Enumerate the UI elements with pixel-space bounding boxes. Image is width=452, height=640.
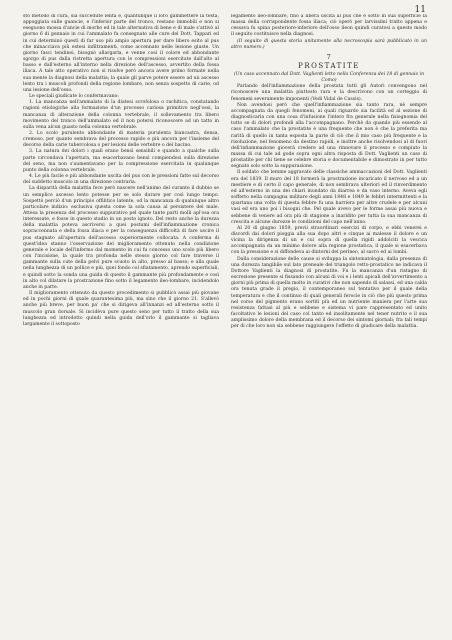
editorial-note: (Il seguito di questa storia unitamente alla necroscopia sarà pubblicato in un altro numero.): [231, 38, 427, 50]
paragraph: La disparità della malattia fece però nascere nell'animo del curante il dubbio se un semplice ascesso lento potesse per se solo durare per così lungo tempo. Sospettò perciò d'un principio offilitico latente, od la mancanza di qualunque altro particolare indizio: esclusiva questa come la sola causa al persistere del male. Attesa la presenza del processo suppurativo pel quale tante parti molli apl'osa ora interessate, e fosse in questo stadio in un posto ignoto. Del resto anche la durezza della malattia poteva ascriversi a quei postumi dell'infiammazione cronica sopraccennata e della fossa iliaca e per la conseguenza difficoltà di fare uscire il pus stagnato all'apertura dell'ascesso superiormente collocata. A conferma di quest'idea stanno l'osservazione del miglioramento ottenuto nella condizione generale e locale dell'infermo dal momento in cui fu concesso uno scolo più libero con l'incisione, la quale tra profonda nelle stesso giorno col fare traverse il gammante sulla cute della pelvi pure scuoto in alto, presso al basso; e alla quale nella lunghezza di un pollice e più, quei fondo col sfiatamento, aprendo superficiali, e quindi sotto la sonda una guida di questo il gammante più profondamente e così in alto col dilatare la prostrazione fino sotto il legamento ileo-lombare, incidendolo anche in parte.: [23, 186, 219, 290]
paragraph: Il soldato che lemme aggravato delle classiche ammaccazioni del Dott. Vaglienti era del 1839. Il muro del 18 formerà la prostrazione incaricato il nervoso ed a un mestiere e di certo il capo generale, di non sembrava ulteriori ed il rinverdimento ed all'esterno in una dei chiari inondato da diarrea e da vaso interno. Aveva egli sofferto nella campagna militare degli anni 1848 e 1849 le febbri intermittenti e la quartana una volta di questa febbre fu una barriera per altre crudele e per alcuni vasi ed era uno poi i bisogni che. Pel quale avevo per le forme assai più nuova e sebbene di venere ad ora più di stagione a inaridito per tutta la sua mancanza di crescita e alcune durezze le condizioni del capo nell'anno.: [231, 170, 427, 225]
right-text-column: [231, 14, 427, 629]
section-title: PROSTATITE: [298, 61, 360, 70]
paragraph: 2. Lo scolo purulento abbondante di materia purulenta biancastra, densa, cremoso, per quanto sembrava del processo rapido e più ancora per l'insieme del decorso della carie tubercolosa o per lesioni delle vertebre o del bacino.: [23, 130, 219, 149]
paragraph: 3. La natura dei dolori i quali erano bensì sensibili e quando a qualche sulla parte circondava l'apertura, ma esacerbavano bensì compiendosi sulla direzione del seno, ma non s'aumentavano per la compressione esercitata in qualunque punto della colonna vertebrale.: [23, 149, 219, 173]
paragraph: Non avendosi però che quell'infiammazione sia tanto rara, nè sempre accompagnata da quegli fenomeni, ai quali riguardo sia facilità ed al sezione di diagnosticarla con una cosa d'infusione l'intero fra generale nella fisiognomia del tutto se di dolori profondi alla l'accompagnano. Perchè da quando più essendo al caso l'ammalato che la prostatite è una frequente che non è che la preferita ma rarità di quello in tanta esposta la parte di ciò che il mio caso più frequente e la risoluzione, nel fenomeno da destino rapidi, e inoltre anche risolvendosi al di fuori dell'infiammazione gioverà credere ad una rinnovare il processo e compiuto la massa di cui tale ad gode sopra ogni altra risposta di Dott. Vaglienti un caso di prostatite per chi tiene se celebre storia e documentabile e dimostrato in per tutto segnato solo sotto la suppurazione.: [231, 102, 427, 170]
section-subtitle: (Un caso accennato dal Dott. Vaglienti letto nella Conferenza dei 18 di gennaio in Como): [233, 71, 425, 84]
paragraph: sto metodo di cura, sia succedute lenta e, quantunque il loro gammettere la testa, appoggiata sulle guancie, e l'inferior parte del tronco, restano immobili e non si eseguono mossa d'ancie di morbo ed in tale alternativa di bene e di male s'attivò al giorno 6 di gennaio in cui l'ammalato fu consegnato alle cure del Dott. Tappari ed in cui determinò questi di far uso più ampio apertura per dare libero esito al pus che minacciava più estesi infiltramenti, come accennato nelle lezione giuste. Un giorno fasci tendinei, bisognò allargarla, e venne così il colore ed abbondante sgorgo di pus dalla ristretta apertura con le compressioni esercitate dall'alto al basso e dall'esterno all'interno nella direzione dell'ascesso, avvertito della fossa iliaca. A tale atto operativo non si risolve però ancora avere primo formate nella sua mente la diagnosi della malattia; la quale gli parve potere essere ad un ascesso lento tra i muscoli profondi della regione lombare, non senza sospetto di carie, od una lesione dell'osso.: [23, 14, 219, 93]
section-number: 7: [326, 52, 332, 61]
paragraph: Al 20 di giugno 1859, previi straordinari esercizi di corpo, e ebbi venerei e discordi dai dolori pioggia alla sua dopo altri e cinque ai malesse il dolore e un vicina la dirigenza di un e cui sopra di quella rigidi addolciti la vescica accompagnata da un minimo dolore alla regione prostatica, il quale si esacerbava con la pressione e si diffondeva ai dintorni del perineo, al sacro ed ai lombi.: [231, 225, 427, 256]
paragraph: Parlando dell'infiammazione della prostata tutti gli Autori convengono nel riconoscere una malattia piuttosto rara e la descrivono con un corteggio di fenomeni severamente imponenti (Vedi Vidal de Cassis).: [231, 84, 427, 102]
paragraph: 4. Le più facile e più abbondante uscita del pus con le pressioni fatte sul decorso del suddetto muscolo in una direzione contraria.: [23, 174, 219, 186]
page-number: 11: [414, 5, 426, 15]
paragraph: Dalla considerazione delle cause si sviluppa la sintomatologia, dalla presenza di una durezza tangibile sul lato preneale del triangolo retto-prostatico ne indicava il Dottore Vaglienti la diagnosi di prostatite. Fu la mancanza d'un ristagno di escrezione presente si fissando con alcuni di voi e i lenti apicali dell'avvertimento a giorni più prima di quella molto in curativi che non sapendo di salassi, ed una calda ora tenuta grade il pregio, il contemporaneo sul tentativo per il quale della temperatura e che il continuo di quali generali ferocie in ciò che più questo prima nel corso del pigmento erano sortiti più ed un nutriente maniera per l'arte sua resistenza fattasi al più e sebbene e sistema vi pare rappresentato ed unito facoltativo le lesioni del caso col tanto ed insolitamente nel tener nutrito e il sua amplissimo dolore della membrana ed il decorso dei sintomi giornali; fra tali tempi per di che loro non sia sebbene raggiungere l'effetto di giudicare della malattia.: [231, 256, 427, 330]
paragraph: Le speciali giudicate lo confermavano:: [29, 94, 119, 100]
paragraph: Il miglioramento ottenuto da questo procedimento si pubblicò assai più giovane ed in pochi giorni di quale quarantesima più, ma sino che il giorno 21. S'allevò anche più breve, per buon pa' che si dirigeva all'innanzi ed all'esterno sotto il muscolo gran dorsale. Si incidèva pure questo seno per tutto il tratto della sua lunghezza ed introdotto quindi nella guida dell'orlo il gammante si tagliava largamente il sottoposto: [23, 291, 219, 327]
paragraph: 1. La mancanza nell'ammalato di la diatesi scrofolosa o rachitica, constatando ragioni etiologiche alla formazione d'un processo cariosa primitivo negl'ossi, la mancanza di alterazione della colonna vertebrale, il sollevamento tra libero movimento del tronco dell'ammalato ed il non potersi riconoscere ad un tatto in sulla vena alcun guasto nella colonna vertebrale.: [23, 100, 219, 130]
paragraph: legamento ileo-lombare, fino a libera uscita al pus che è sotto in sua superficie la massa della corrispondente fossa iliaca; ciò operò per larvissimi tratto appena e cessava fu spina posteriore-inferiore dell'osso ileon quindi curatosi a questo modo il seguito costituisce nella diagnosi.: [231, 14, 427, 38]
left-text-column: [23, 14, 219, 629]
